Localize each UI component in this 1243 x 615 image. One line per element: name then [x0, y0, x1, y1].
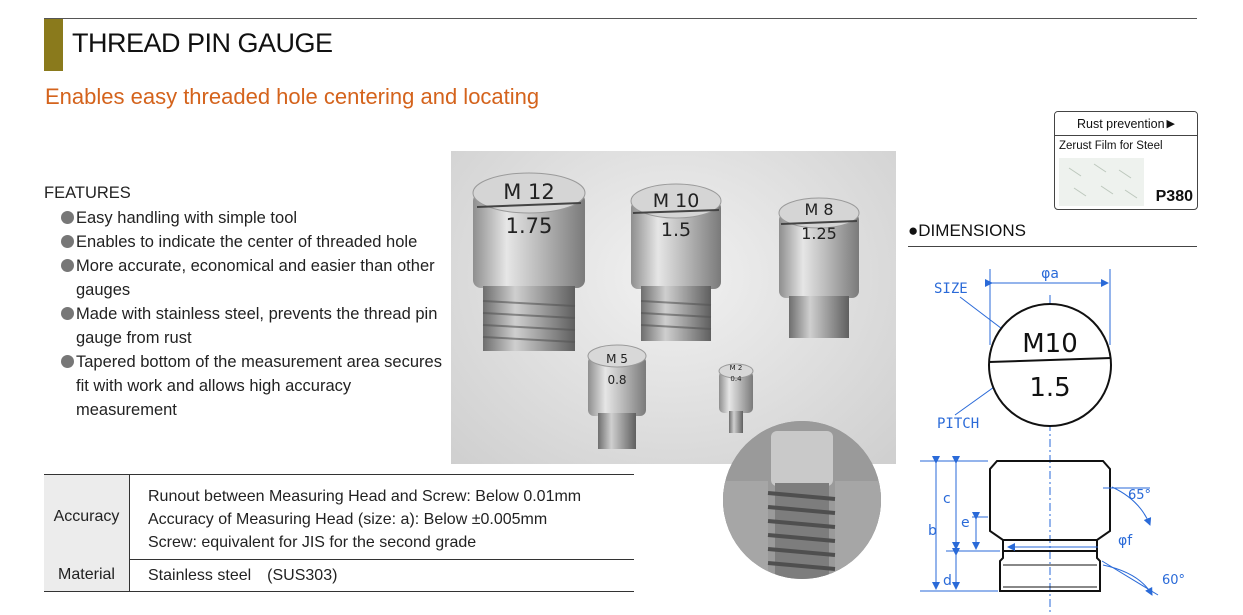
angle-bottom: 60°: [1162, 573, 1186, 588]
gauge-label: M 10: [652, 190, 700, 212]
bullet-icon: [61, 307, 74, 320]
bullet-icon: [61, 211, 74, 224]
dim-phi-f: φf: [1118, 533, 1133, 549]
face-size-text: M10: [1022, 329, 1078, 359]
usage-photo: [723, 421, 881, 579]
gauge-label: 1.5: [660, 219, 692, 241]
gauge-label: 1.25: [801, 224, 837, 243]
spec-row-accuracy: [44, 474, 634, 560]
bullet-icon: [61, 235, 74, 248]
gauge-label: 0.8: [607, 373, 627, 387]
gauge-label: M 5: [606, 352, 628, 366]
features-heading: FEATURES: [44, 184, 131, 202]
page-subtitle: Enables easy threaded hole centering and locating: [45, 84, 540, 109]
dimensions-diagram: [900, 255, 1243, 615]
phi-a-label: φa: [1041, 266, 1059, 282]
face-pitch-text: 1.5: [1029, 373, 1071, 403]
dim-b: b: [928, 523, 937, 539]
bullet-icon: [61, 355, 74, 368]
dimensions-rule: [908, 246, 1197, 247]
accuracy-label: Accuracy: [44, 475, 130, 559]
product-photo: [451, 151, 896, 464]
features-section: [44, 181, 449, 422]
dim-c: c: [943, 491, 951, 507]
spec-table: [44, 474, 634, 592]
feature-item: Made with stainless steel, prevents the thread pin gauge from rust: [44, 302, 449, 350]
feature-item: Tapered bottom of the measurement area secures fit with work and allows high accuracy measurement: [44, 350, 449, 422]
gauge-label: M 8: [804, 200, 834, 219]
gauge-label: 0.4: [730, 375, 742, 383]
feature-item: More accurate, economical and easier than other gauges: [44, 254, 449, 302]
gauge-label: 1.75: [505, 214, 553, 238]
pitch-label: PITCH: [937, 416, 980, 432]
rust-product-name: Zerust Film for Steel: [1059, 140, 1163, 152]
spec-row-material: [44, 559, 634, 592]
rust-prevention-header: Rust prevention ▶: [1055, 112, 1197, 136]
title-accent-bar: [44, 19, 63, 71]
bullet-icon: [61, 259, 74, 272]
size-label: SIZE: [934, 281, 968, 297]
bullet-icon: ●: [908, 221, 919, 240]
page-title: THREAD PIN GAUGE: [72, 28, 333, 58]
play-arrow-icon: ▶: [1166, 118, 1176, 130]
angle-top: 65°: [1128, 488, 1152, 503]
material-value: Stainless steel (SUS303): [148, 567, 338, 584]
page-reference[interactable]: P380: [1155, 188, 1193, 205]
gauge-label: M 12: [503, 180, 555, 204]
gauge-label: M 2: [729, 364, 743, 372]
material-label: Material: [44, 559, 130, 591]
dimensions-heading: ●DIMENSIONS: [908, 221, 1026, 240]
rust-prevention-box[interactable]: [1054, 111, 1198, 210]
feature-item: Enables to indicate the center of threaded hole: [44, 230, 449, 254]
feature-item: Easy handling with simple tool: [44, 206, 449, 230]
dim-d: d: [943, 573, 952, 589]
top-rule: [44, 18, 1197, 19]
film-image: [1059, 158, 1144, 206]
dim-e: e: [961, 515, 970, 531]
accuracy-value: Runout between Measuring Head and Screw: Below 0.01mm Accuracy of Measuring Head (size: a): Below ±0.005mm Screw: equivalent for JIS for the second grade: [148, 488, 582, 551]
